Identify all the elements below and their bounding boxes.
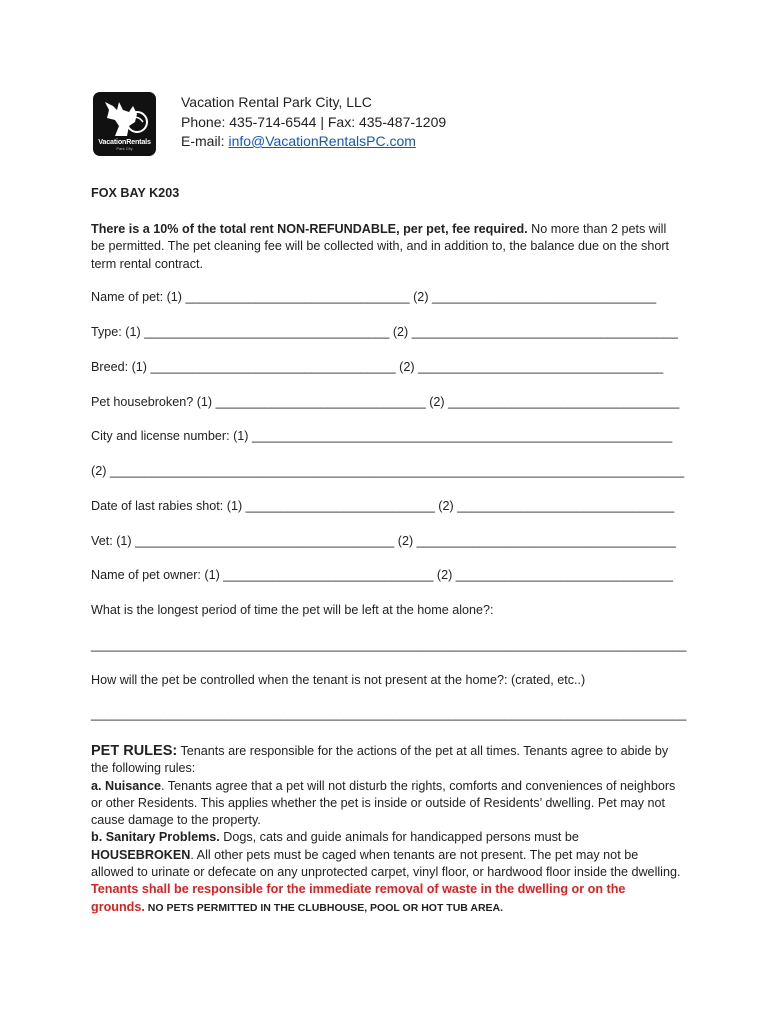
rule-b-warning: Tenants shall be responsible for the immediate removal of waste in the dwelling or on the grounds. [91,882,626,914]
question-alone-time: What is the longest period of time the pet will be left at the home alone?: [91,603,494,617]
question-pet-control: How will the pet be controlled when the tenant is not present at the home?: (crated, etc..) [91,673,586,687]
email-link[interactable]: info@VacationRentalsPC.com [228,133,416,149]
field-city-license-2[interactable]: (2) __________________________________________________________________________________ [91,464,685,478]
no-pets-notice: NO PETS PERMITTED IN THE CLUBHOUSE, POOL OR HOT TUB AREA. [144,901,504,914]
fee-notice [91,221,681,273]
company-logo [93,92,156,156]
email-label: E-mail: [181,133,229,149]
pet-rules-title: PET RULES: [91,743,178,759]
rule-a-label: a. Nuisance [91,778,161,793]
field-owner-name[interactable]: Name of pet owner: (1) ______________________________ (2) _______________________________ [91,568,673,582]
rule-b-label: b. Sanitary Problems. [91,830,220,845]
property-title: FOX BAY K203 [91,186,180,200]
field-rabies-date[interactable]: Date of last rabies shot: (1) ___________________________ (2) _______________________________ [91,499,675,513]
phone-fax: Phone: 435-714-6544 | Fax: 435-487-1209 [181,114,447,130]
field-city-license-1[interactable]: City and license number: (1) ____________________________________________________________ [91,429,673,443]
answer-line-pet-control[interactable]: _____________________________________________________________________________________ [91,707,687,721]
field-type[interactable]: Type: (1) ___________________________________ (2) ______________________________________ [91,325,678,339]
rule-b-text: Dogs, cats and guide animals for handicapped persons must be [219,830,579,845]
field-housebroken[interactable]: Pet housebroken? (1) ______________________________ (2) _________________________________ [91,395,680,409]
rule-b-housebroken: HOUSEBROKEN [91,847,191,862]
email-line [181,133,416,149]
pet-rules-section [91,743,681,917]
logo-wordmark: VacationRentals [98,137,151,146]
fee-notice-bold: There is a 10% of the total rent NON-REFUNDABLE, per pet, fee required. [91,222,528,236]
field-pet-name[interactable]: Name of pet: (1) ________________________________ (2) ________________________________ [91,290,657,304]
answer-line-alone-time[interactable]: _____________________________________________________________________________________ [91,638,687,652]
field-vet[interactable]: Vet: (1) _____________________________________ (2) _____________________________________ [91,534,676,548]
rule-a-text: . Tenants agree that a pet will not disturb the rights, comforts and conveniences of neighbors or other Residents. This applies whether the pet is inside or outside of Residents’ dwelling. Pet may not cause damage to the property. [91,778,676,828]
company-name: Vacation Rental Park City, LLC [181,94,372,110]
logo-subtext: Park City [116,146,133,151]
pet-rules-intro: Tenants are responsible for the actions of the pet at all times. Tenants agree to abide by the following rules: [91,744,669,776]
fee-notice-text: No more than 2 pets will be permitted. The pet cleaning fee will be collected with, and in addition to, the balance due on the short term rental contract. [91,222,670,271]
rule-b-text-2: . All other pets must be caged when tenants are not present. The pet may not be allowed to urinate or defecate on any unprotected carpet, vinyl floor, or hardwood floor inside the dwelling. [91,847,681,880]
field-breed[interactable]: Breed: (1) ___________________________________ (2) ___________________________________ [91,360,664,374]
